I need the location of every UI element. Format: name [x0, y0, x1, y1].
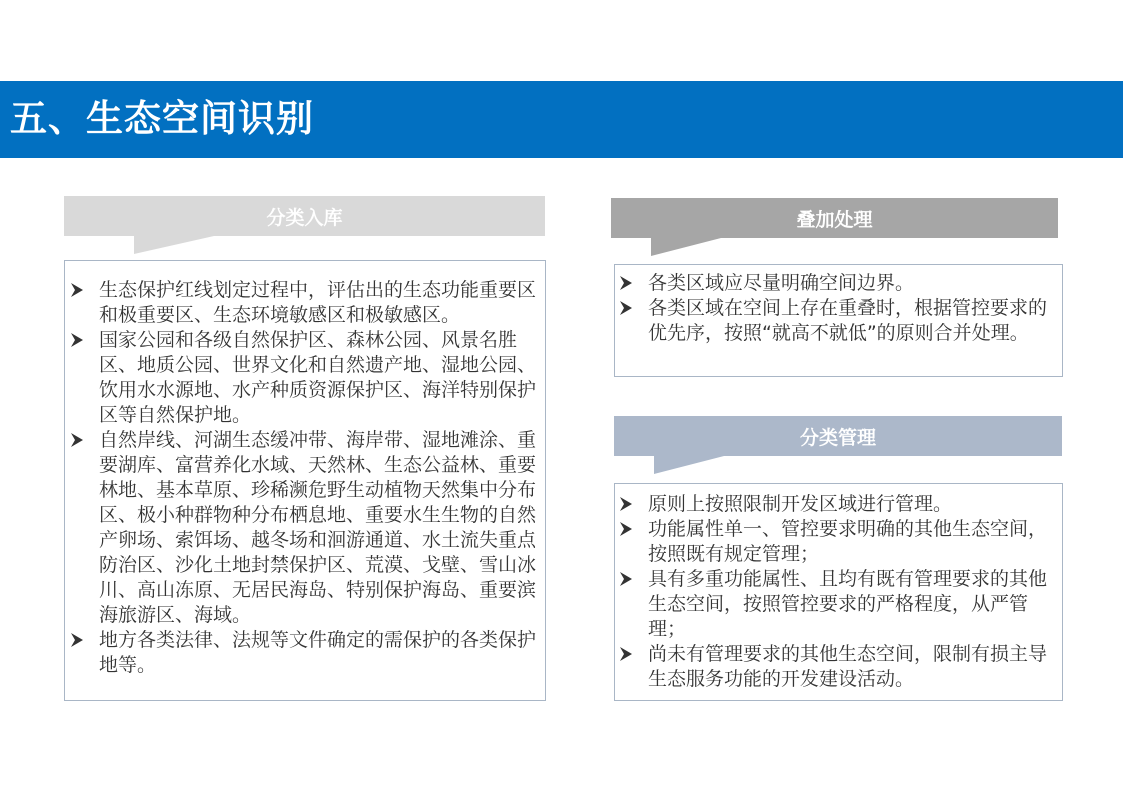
list-item	[617, 517, 1056, 567]
page-title: 五、生态空间识别	[10, 97, 314, 140]
list-item	[68, 328, 539, 428]
tab-management-label: 分类管理	[799, 426, 876, 449]
arrow-bullet-icon	[619, 496, 633, 512]
management-box	[614, 483, 1063, 701]
arrow-bullet-icon	[619, 300, 633, 316]
list-item	[617, 567, 1056, 642]
list-item-text: 各类区域应尽量明确空间边界。	[648, 272, 915, 294]
management-list	[617, 492, 1056, 692]
list-item	[68, 278, 539, 328]
tab-overlay	[611, 198, 1058, 258]
list-item-text: 原则上按照限制开发区域进行管理。	[648, 493, 953, 515]
list-item-text: 尚未有管理要求的其他生态空间，限制有损主导生态服务功能的开发建设活动。	[648, 643, 1048, 690]
overlay-list	[617, 271, 1056, 346]
tab-management-band	[614, 416, 1062, 456]
tab-overlay-band	[611, 198, 1058, 238]
tab-management	[614, 416, 1062, 476]
list-item-text: 各类区域在空间上存在重叠时，根据管控要求的优先序，按照“就高不就低”的原则合并处理。	[648, 297, 1048, 344]
overlay-box	[614, 264, 1063, 377]
list-item	[617, 642, 1056, 692]
list-item-text: 功能属性单一、管控要求明确的其他生态空间，按照既有规定管理；	[648, 518, 1048, 565]
tab-classification-band	[64, 196, 545, 236]
list-item-text: 具有多重功能属性、且均有既有管理要求的其他生态空间，按照管控要求的严格程度，从严管理；	[648, 568, 1048, 640]
tab-classification	[64, 196, 545, 256]
arrow-bullet-icon	[619, 571, 633, 587]
list-item-text: 地方各类法律、法规等文件确定的需保护的各类保护地等。	[99, 629, 537, 676]
tab-classification-pointer	[64, 236, 545, 256]
arrow-bullet-icon	[70, 432, 84, 448]
classification-box	[64, 260, 546, 701]
list-item	[617, 271, 1056, 296]
title-bar	[0, 81, 1123, 158]
list-item	[617, 296, 1056, 346]
arrow-bullet-icon	[619, 275, 633, 291]
arrow-bullet-icon	[619, 521, 633, 537]
tab-overlay-label: 叠加处理	[796, 208, 873, 231]
list-item-text: 国家公园和各级自然保护区、森林公园、风景名胜区、地质公园、世界文化和自然遗产地、湿地公园、饮用水水源地、水产种质资源保护区、海洋特别保护区等自然保护地。	[99, 329, 537, 426]
arrow-bullet-icon	[70, 632, 84, 648]
tab-overlay-pointer	[611, 238, 1058, 258]
classification-list	[68, 278, 539, 678]
list-item	[617, 492, 1056, 517]
tab-classification-label: 分类入库	[266, 206, 343, 229]
tab-management-pointer	[614, 456, 1062, 476]
list-item-text: 自然岸线、河湖生态缓冲带、海岸带、湿地滩涂、重要湖库、富营养化水域、天然林、生态公益林、重要林地、基本草原、珍稀濒危野生动植物天然集中分布区、极小种群物种分布栖息地、重要水生生物的自然产卵场、索饵场、越冬场和洄游通道、水土流失重点防治区、沙化土地封禁保护区、荒漠、戈壁、雪山冰川、高山冻原、无居民海岛、特别保护海岛、重要滨海旅游区、海域。	[99, 429, 537, 626]
arrow-bullet-icon	[619, 646, 633, 662]
list-item	[68, 428, 539, 628]
list-item	[68, 628, 539, 678]
list-item-text: 生态保护红线划定过程中，评估出的生态功能重要区和极重要区、生态环境敏感区和极敏感区。	[99, 279, 537, 326]
arrow-bullet-icon	[70, 282, 84, 298]
arrow-bullet-icon	[70, 332, 84, 348]
